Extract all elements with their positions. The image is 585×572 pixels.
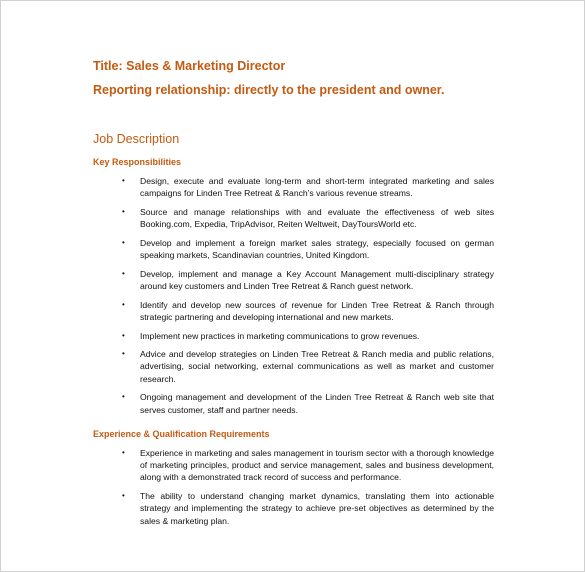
- list-item: [122, 391, 494, 415]
- list-item: [122, 237, 494, 261]
- experience-heading: Experience & Qualification Requirements: [93, 429, 270, 439]
- list-item-text: Develop, implement and manage a Key Account Management multi-disciplinary strategy around key customers and Linden Tree Retreat & Ranch guest network.: [140, 268, 494, 291]
- job-description-heading: Job Description: [93, 132, 180, 146]
- bullet-icon: •: [122, 330, 125, 340]
- list-item-text: Implement new practices in marketing communications to grow revenues.: [140, 330, 420, 341]
- list-item: [122, 348, 494, 385]
- list-item: [122, 268, 494, 292]
- list-item-text: Experience in marketing and sales management in tourism sector with a thorough knowledge of marketing principles, product and service management, sales and business development, along with a demonstrated track record of success and performance.: [140, 448, 494, 483]
- document-title: Title: Sales & Marketing Director: [93, 59, 286, 73]
- bullet-icon: •: [122, 268, 125, 278]
- list-item-text: Identify and develop new sources of revenue for Linden Tree Retreat & Ranch through strategic partnering and developing international and new markets.: [140, 299, 494, 322]
- bullet-icon: •: [122, 448, 125, 457]
- list-item-text: Advice and develop strategies on Linden Tree Retreat & Ranch media and public relations, advertising, social networking, external communications as well as market and customer research.: [140, 349, 494, 384]
- bullet-icon: •: [122, 491, 125, 501]
- list-item-text: Source and manage relationships with and evaluate the effectiveness of web sites Booking.com, Expedia, TripAdvisor, Reiten Weltweit, DayToursWorld etc.: [140, 206, 494, 230]
- bullet-icon: •: [122, 206, 125, 216]
- bullet-icon: •: [122, 176, 125, 185]
- list-item: [122, 206, 494, 230]
- bullet-icon: •: [122, 349, 125, 359]
- list-item: [122, 175, 494, 199]
- list-item: [122, 299, 494, 323]
- bullet-icon: •: [122, 299, 125, 309]
- list-item-text: The ability to understand changing market dynamics, translating them into actionable strategy and implementing the strategy to achieve pre-set objectives as determined by the sales & marketing plan.: [140, 491, 494, 526]
- reporting-relationship: Reporting relationship: directly to the president and owner.: [93, 83, 445, 97]
- list-item-text: Design, execute and evaluate long-term and short-term integrated marketing and sales campaigns for Linden Tree Retreat & Ranch’s various revenue streams.: [140, 176, 494, 199]
- key-responsibilities-list: [122, 175, 494, 422]
- bullet-icon: •: [122, 392, 125, 402]
- list-item-text: Ongoing management and development of the Linden Tree Retreat & Ranch web site that serves customer, staff and partner needs.: [140, 392, 494, 415]
- experience-list: [122, 447, 494, 533]
- key-responsibilities-heading: Key Responsibilities: [93, 157, 182, 167]
- bullet-icon: •: [122, 237, 125, 247]
- list-item: [122, 447, 494, 484]
- list-item: [122, 490, 494, 527]
- list-item: [122, 330, 494, 342]
- list-item-text: Develop and implement a foreign market sales strategy, especially focused on german speaking markets, Scandinavian countries, United Kingdom.: [140, 237, 494, 261]
